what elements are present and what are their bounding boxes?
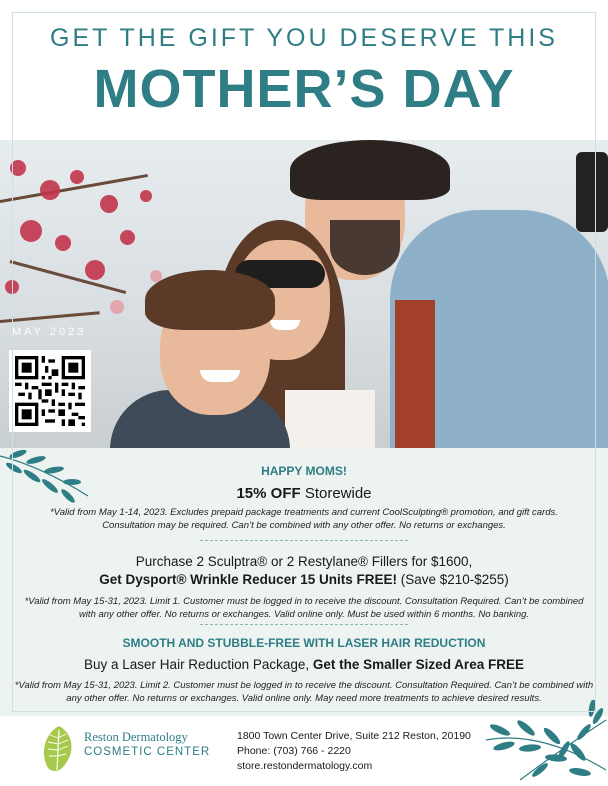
- laser-heading: SMOOTH AND STUBBLE-FREE WITH LASER HAIR REDUCTION: [122, 636, 486, 650]
- offer-2-line-1: Purchase 2 Sculptra® or 2 Restylane® Fillers for $1600,: [135, 554, 473, 569]
- offer-1-fine-print: *Valid from May 1-14, 2023. Excludes prepaid package treatments and current CoolSculpting® promotion, and gift cards. Consultation may be required. Can’t be combined with any other offer. No returns or exchanges.: [50, 507, 558, 531]
- address: 1800 Town Center Drive, Suite 212 Reston, 20190: [237, 730, 471, 742]
- offer-2-fine-print: *Valid from May 15-31, 2023. Limit 1. Customer must be logged in to receive the discount. Consultation Required. Can’t be combined with any other offer. No returns or exchanges. Valid online only. Must be used within 6 months. No banking.: [24, 596, 584, 620]
- phone[interactable]: Phone: (703) 766 - 2220: [237, 745, 351, 757]
- title-line-1: GET THE GIFT YOU DESERVE THIS: [50, 24, 558, 52]
- contact-info: [237, 729, 471, 774]
- happy-moms-heading: HAPPY MOMS!: [261, 464, 347, 478]
- logo-name: Reston Dermatology: [84, 730, 188, 744]
- leaf-decoration-icon: [480, 700, 608, 786]
- logo-subtitle: COSMETIC CENTER: [84, 746, 211, 758]
- divider: [200, 624, 408, 625]
- offer-2-bold: Get Dysport® Wrinkle Reducer 15 Units FREE!: [99, 572, 397, 587]
- family-photo: [0, 140, 608, 448]
- title-line-2: MOTHER’S DAY: [93, 59, 515, 119]
- offer-1-rest: Storewide: [300, 485, 372, 502]
- divider: [200, 540, 408, 541]
- header: [0, 0, 608, 140]
- offer-2: [0, 553, 608, 589]
- offer-3-fine-print: *Valid from May 15-31, 2023. Limit 2. Customer must be logged in to receive the discount. Consultation Required. Can’t be combined with any other offer. No returns or exchanges. Valid online only. May need more treatments to achieve desired results.: [14, 680, 594, 704]
- date-label: MAY 2023: [12, 326, 87, 338]
- website-link[interactable]: store.restondermatology.com: [237, 760, 373, 772]
- offer-2-rest: (Save $210-$255): [396, 572, 509, 587]
- offer-3-plain: Buy a Laser Hair Reduction Package,: [84, 657, 313, 672]
- offer-3: [0, 657, 608, 672]
- offer-1: [0, 485, 608, 502]
- logo-leaf-icon: [40, 724, 78, 774]
- offer-1-bold: 15% OFF: [236, 485, 301, 502]
- offer-3-bold: Get the Smaller Sized Area FREE: [312, 657, 524, 672]
- qr-code-icon[interactable]: [9, 350, 91, 432]
